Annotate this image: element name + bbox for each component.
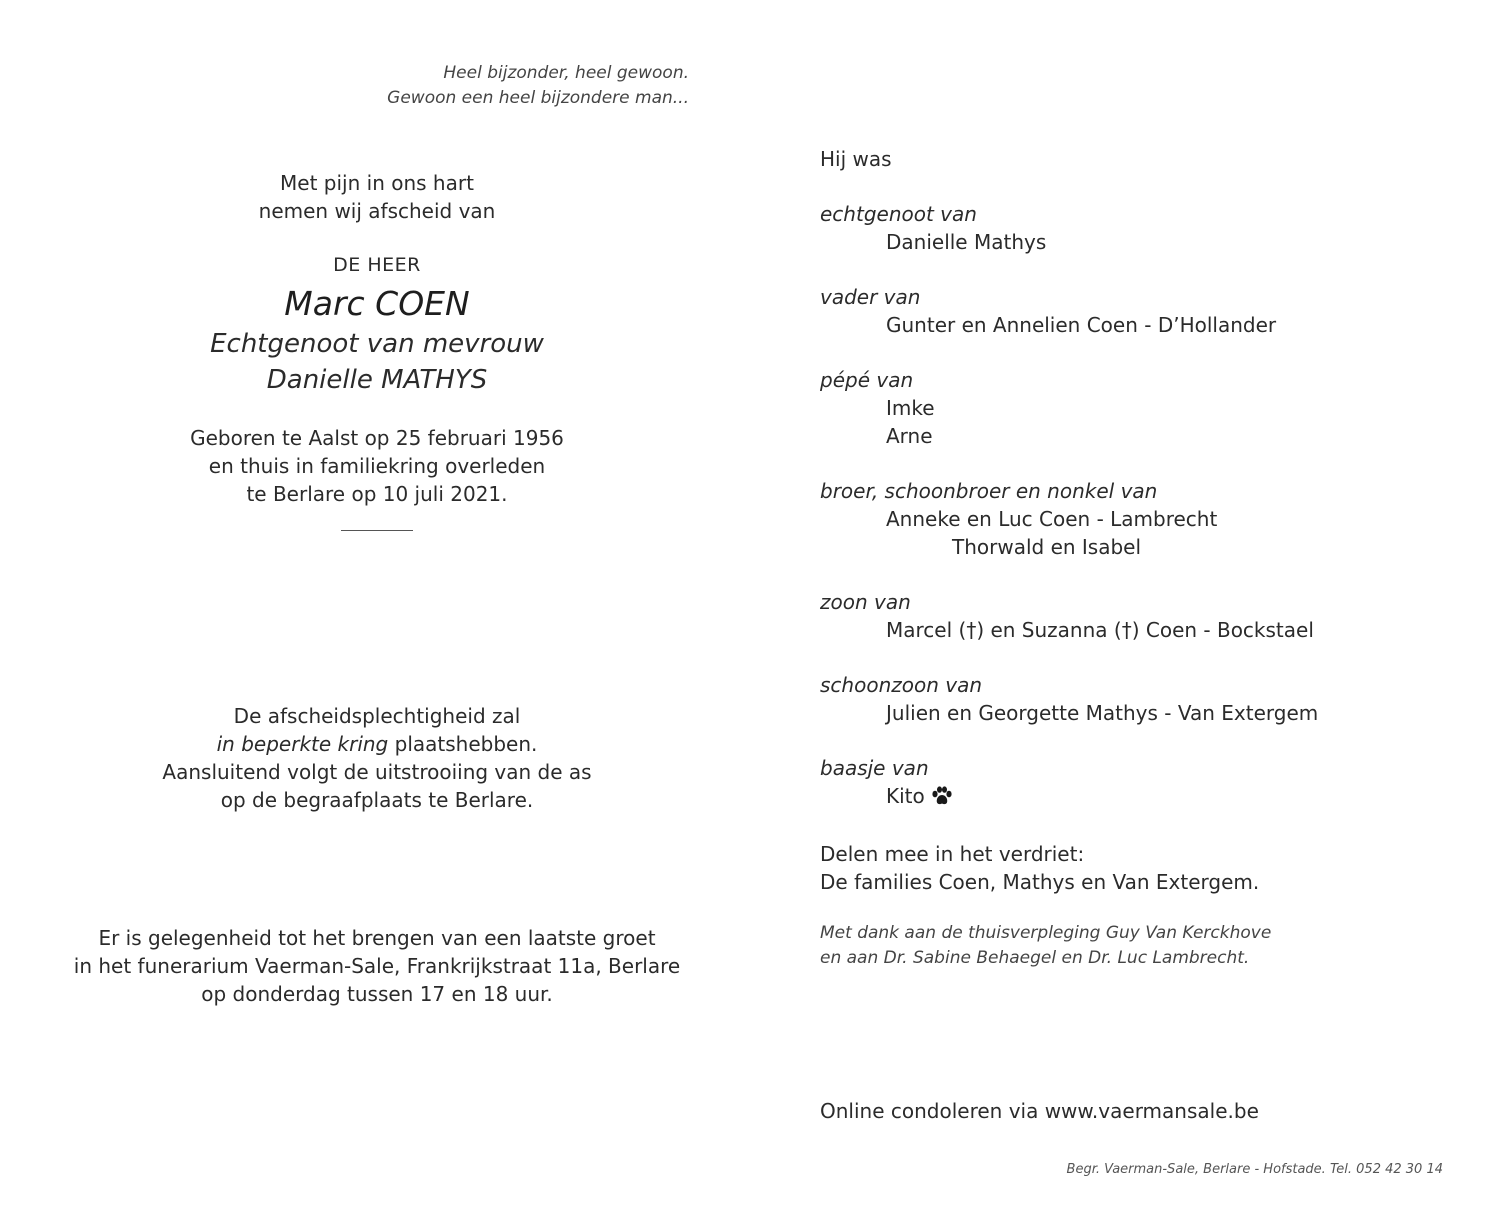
- family-list: [820, 145, 1318, 813]
- thanks-line-2: en aan Dr. Sabine Behaegel en Dr. Luc Lambrecht.: [820, 948, 1250, 968]
- thanks-line-1: Met dank aan de thuisverpleging Guy Van Kerckhove: [820, 923, 1272, 943]
- relation-name: Arne: [886, 424, 933, 448]
- relation-label: baasje van: [820, 756, 929, 780]
- visitation-info: [0, 924, 754, 1008]
- family-group: [820, 200, 1318, 256]
- ceremony-line-2: [0, 730, 754, 758]
- family-group: [820, 588, 1318, 644]
- spouse-line-1: Echtgenoot van mevrouw: [210, 329, 544, 359]
- relation-name: Imke: [886, 396, 935, 420]
- intro-line-1: Met pijn in ons hart: [280, 171, 474, 195]
- relation-label: echtgenoot van: [820, 202, 977, 226]
- ceremony-line-1: De afscheidsplechtigheid zal: [233, 704, 521, 728]
- online-condolence: Online condoleren via www.vaermansale.be: [820, 1099, 1259, 1123]
- ceremony-line-2-rest: plaatshebben.: [388, 732, 538, 756]
- birth-line-2: en thuis in familiekring overleden: [208, 454, 546, 478]
- shared-line-2: De families Coen, Mathys en Van Extergem.: [820, 870, 1260, 894]
- ceremony-italic: in beperkte kring: [216, 732, 389, 756]
- relation-label: schoonzoon van: [820, 673, 983, 697]
- quote-line-1: Heel bijzonder, heel gewoon.: [443, 63, 689, 83]
- intro-text: [0, 169, 754, 225]
- funeral-home-footer: Begr. Vaerman-Sale, Berlare - Hofstade. Tel. 052 42 30 14: [1066, 1162, 1443, 1177]
- divider-line: [341, 530, 413, 531]
- birth-death-info: [0, 424, 754, 508]
- quote-line-2: Gewoon een heel bijzondere man...: [387, 88, 689, 108]
- relation-name: Julien en Georgette Mathys - Van Extergem: [886, 701, 1319, 725]
- family-group: [820, 283, 1318, 339]
- pet-entry: [820, 782, 1318, 813]
- intro-line-2: nemen wij afscheid van: [258, 199, 496, 223]
- honorific: DE HEER: [333, 254, 421, 276]
- ceremony-info: [0, 702, 754, 814]
- ceremony-line-4: op de begraafplaats te Berlare.: [220, 788, 534, 812]
- spouse-line-2: Danielle MATHYS: [266, 365, 488, 395]
- relation-name: Anneke en Luc Coen - Lambrecht: [886, 507, 1218, 531]
- relation-label: pépé van: [820, 368, 914, 392]
- visit-line-3: op donderdag tussen 17 en 18 uur.: [201, 982, 553, 1006]
- relation-label: vader van: [820, 285, 921, 309]
- relation-label: broer, schoonbroer en nonkel van: [820, 479, 1158, 503]
- relation-name: Danielle Mathys: [886, 230, 1047, 254]
- relation-name: Gunter en Annelien Coen - D’Hollander: [886, 313, 1277, 337]
- ceremony-line-3: Aansluitend volgt de uitstrooiing van de as: [162, 760, 592, 784]
- spouse-info: [0, 326, 754, 398]
- family-group: [820, 366, 1318, 450]
- birth-line-3: te Berlare op 10 juli 2021.: [246, 482, 508, 506]
- relation-label: zoon van: [820, 590, 911, 614]
- relation-name: Marcel (†) en Suzanna (†) Coen - Bockstael: [886, 618, 1314, 642]
- deceased-name: Marc COEN: [284, 284, 470, 323]
- opening-quote: [387, 61, 689, 111]
- birth-line-1: Geboren te Aalst op 25 februari 1956: [190, 426, 564, 450]
- family-group: [820, 754, 1318, 813]
- relation-name: Kito: [886, 784, 925, 808]
- paw-icon: [931, 785, 953, 813]
- thanks-note: [820, 921, 1271, 971]
- visit-line-1: Er is gelegenheid tot het brengen van een laatste groet: [98, 926, 656, 950]
- family-intro: Hij was: [820, 147, 892, 171]
- family-group: [820, 477, 1318, 561]
- family-group: [820, 671, 1318, 727]
- relation-name: Thorwald en Isabel: [952, 535, 1142, 559]
- visit-line-2: in het funerarium Vaerman-Sale, Frankrijkstraat 11a, Berlare: [73, 954, 681, 978]
- shared-grief: [820, 840, 1259, 896]
- shared-line-1: Delen mee in het verdriet:: [820, 842, 1085, 866]
